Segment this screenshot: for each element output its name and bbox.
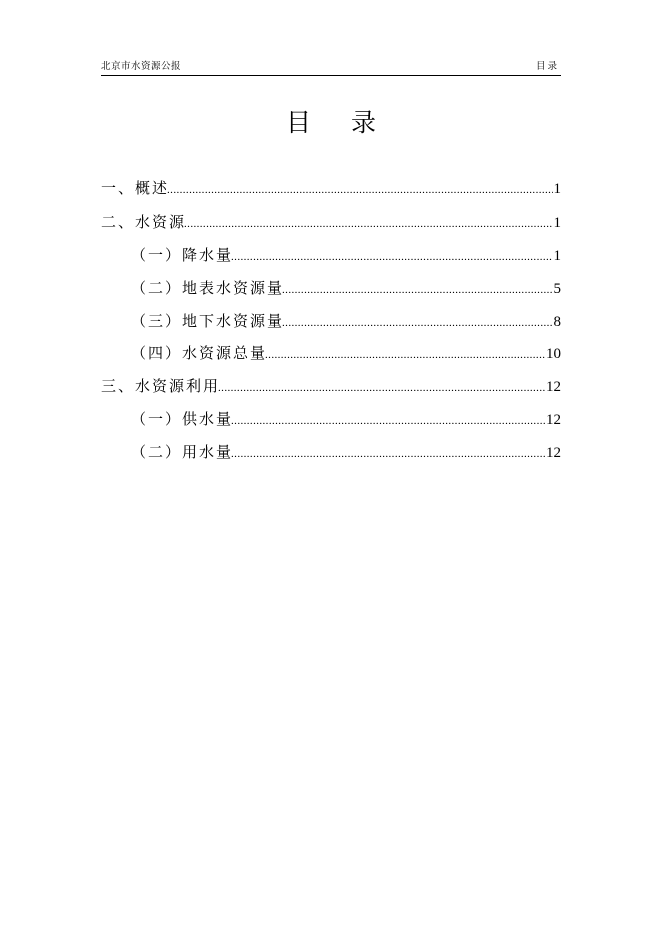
toc-page-number: 12 — [546, 445, 561, 461]
toc-entry-label: 一、概述 — [101, 179, 170, 197]
toc-page-number: 1 — [553, 248, 561, 264]
toc-page-number: 5 — [553, 281, 561, 297]
toc-entry-surface-water[interactable] — [131, 277, 561, 299]
toc-entry-label: （一）供水量 — [131, 410, 234, 428]
toc-entry-label: （一）降水量 — [131, 246, 234, 264]
toc-page-number: 1 — [553, 215, 561, 231]
toc-leader-dots — [265, 344, 545, 366]
toc-entry-total-water-resources[interactable] — [131, 342, 561, 364]
header-divider — [101, 75, 561, 76]
toc-leader-dots — [282, 279, 552, 301]
toc-page-number: 10 — [546, 346, 561, 362]
page-title: 目 录 — [286, 108, 392, 137]
toc-page-number: 12 — [546, 412, 561, 428]
toc-leader-dots — [231, 410, 545, 432]
toc-entry-label: 三、水资源利用 — [101, 377, 221, 395]
toc-page-number: 1 — [553, 181, 561, 197]
toc-entry-precipitation[interactable] — [131, 244, 561, 266]
toc-page-number: 8 — [553, 314, 561, 330]
toc-leader-dots — [167, 179, 552, 201]
toc-entry-water-use[interactable] — [101, 375, 561, 397]
toc-entry-water-supply[interactable] — [131, 408, 561, 430]
toc-entry-label: （三）地下水资源量 — [131, 312, 285, 330]
toc-leader-dots — [218, 377, 545, 399]
toc-leader-dots — [282, 312, 552, 334]
toc-entry-label: （二）用水量 — [131, 443, 234, 461]
toc-entry-groundwater[interactable] — [131, 310, 561, 332]
toc-entry-overview[interactable] — [101, 177, 561, 199]
toc-leader-dots — [184, 213, 552, 235]
running-header-title: 北京市水资源公报 — [101, 61, 182, 72]
toc-leader-dots — [231, 443, 545, 465]
toc-entry-water-resources[interactable] — [101, 211, 561, 233]
toc-entry-label: 二、水资源 — [101, 213, 187, 231]
toc-entry-label: （二）地表水资源量 — [131, 279, 285, 297]
running-header-section: 目录 — [535, 61, 559, 72]
toc-entry-label: （四）水资源总量 — [131, 344, 268, 362]
toc-entry-water-consumption[interactable] — [131, 441, 561, 463]
toc-leader-dots — [231, 246, 552, 268]
toc-page-number: 12 — [546, 379, 561, 395]
